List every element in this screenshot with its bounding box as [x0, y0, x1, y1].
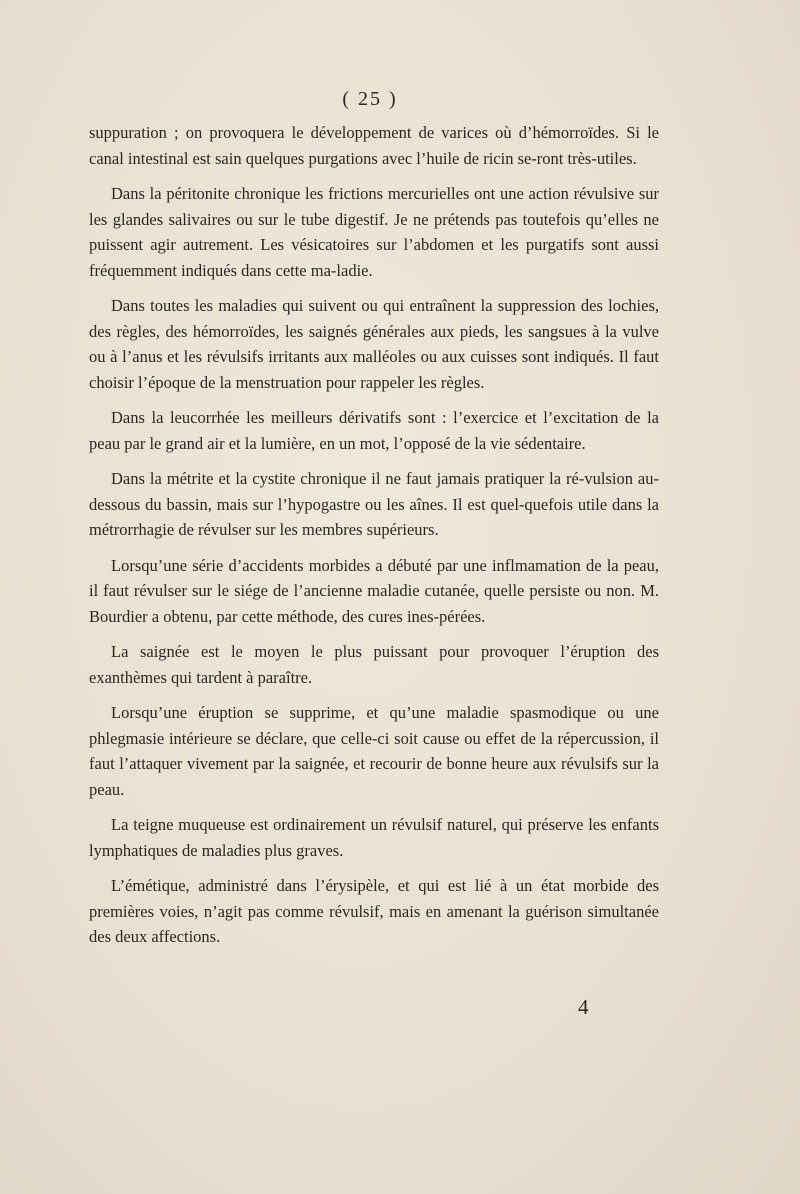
paragraph: Dans la péritonite chronique les frictions mercurielles ont une action révulsive sur les glandes salivaires ou sur le tube digestif. Je ne prétends pas toutefois qu’elles ne puissent agir autrement. Les vésicatoires sur l’abdomen et les purgatifs sont aussi fréquemment indiqués dans cette ma-ladie.: [89, 184, 659, 280]
body-text: [89, 120, 659, 960]
paragraph: L’émétique, administré dans l’érysipèle, et qui est lié à un état morbide des premières voies, n’agit pas comme révulsif, mais en amenant la guérison simultanée des deux affections.: [89, 876, 659, 946]
paragraph: Lorsqu’une éruption se supprime, et qu’une maladie spasmodique ou une phlegmasie intérieure se déclare, que celle-ci soit cause ou effet de la répercussion, il faut l’attaquer vivement par la saignée, et recourir de bonne heure aux révulsifs sur la peau.: [89, 703, 659, 799]
paragraph: La teigne muqueuse est ordinairement un révulsif naturel, qui préserve les enfants lymphatiques de maladies plus graves.: [89, 815, 659, 860]
paragraph: La saignée est le moyen le plus puissant pour provoquer l’éruption des exanthèmes qui tardent à paraître.: [89, 642, 659, 687]
paragraph: Dans toutes les maladies qui suivent ou qui entraînent la suppression des lochies, des règles, des hémorroïdes, les saignés générales aux pieds, les sangsues à la vulve ou à l’anus et les révulsifs irritants aux malléoles ou aux cuisses sont indiqués. Il faut choisir l’époque de la menstruation pour rappeler les règles.: [89, 296, 659, 392]
signature-mark: 4: [578, 995, 589, 1019]
paragraph: suppuration ; on provoquera le développement de varices où d’hémorroïdes. Si le canal intestinal est sain quelques purgations avec l’huile de ricin se-ront très-utiles.: [89, 123, 659, 168]
paragraph: Dans la métrite et la cystite chronique il ne faut jamais pratiquer la ré-vulsion au-dessous du bassin, mais sur l’hypogastre ou les aînes. Il est quel-quefois utile dans la métrorrhagie de révulser sur les membres supérieurs.: [89, 469, 659, 539]
paragraph: Dans la leucorrhée les meilleurs dérivatifs sont : l’exercice et l’excitation de la peau par le grand air et la lumière, en un mot, l’opposé de la vie sédentaire.: [89, 408, 659, 453]
page-number: ( 25 ): [342, 88, 398, 110]
paragraph: Lorsqu’une série d’accidents morbides a débuté par une inflmamation de la peau, il faut révulser sur le siége de l’ancienne maladie cutanée, quelle persiste ou non. M. Bourdier a obtenu, par cette méthode, des cures ines-pérées.: [89, 555, 659, 626]
